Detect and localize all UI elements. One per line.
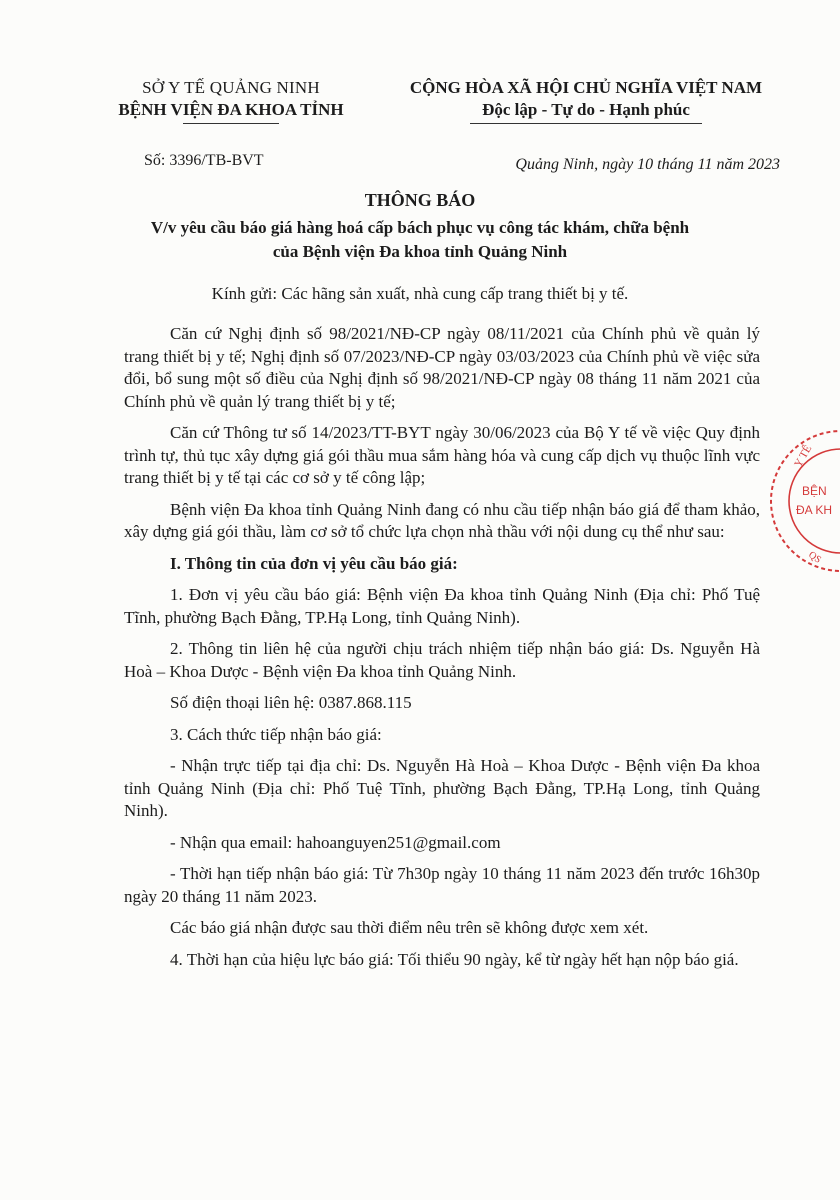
legal-basis-paragraph-1: Căn cứ Nghị định số 98/2021/NĐ-CP ngày 08/11/2021 của Chính phủ về quản lý trang thiết bị y tế; Nghị định số 07/2023/NĐ-CP ngày 03/03/2023 của Chính phủ về việc sửa đổi, bổ sung một số điều của Nghị định số 98/2021/NĐ-CP ngày 08 tháng 11 năm 2021 của Chính phủ về quản lý trang thiết bị y tế;	[124, 324, 760, 411]
legal-basis-paragraph-2: Căn cứ Thông tư số 14/2023/TT-BYT ngày 30/06/2023 của Bộ Y tế về việc Quy định trình tự, thủ tục xây dựng giá gói thầu mua sắm hàng hóa và cung cấp dịch vụ thuộc lĩnh vực trang thiết bị y tế tại các cơ sở y tế công lập;	[124, 423, 760, 487]
document-subject-line-2: của Bệnh viện Đa khoa tỉnh Quảng Ninh	[272, 242, 568, 261]
recipient-line: Kính gửi: Các hãng sản xuất, nhà cung cấp trang thiết bị y tế.	[211, 284, 629, 303]
purpose-paragraph: Bệnh viện Đa khoa tỉnh Quảng Ninh đang có nhu cầu tiếp nhận báo giá để tham khảo, xây dựng giá gói thầu, làm cơ sở tổ chức lựa chọn nhà thầu với nội dung cụ thể như sau:	[124, 499, 760, 541]
validity-item: 4. Thời hạn của hiệu lực báo giá: Tối thiểu 90 ngày, kể từ ngày hết hạn nộp báo giá.	[170, 949, 739, 969]
official-seal-stamp	[768, 428, 840, 574]
email-submission-bullet: - Nhận qua email: hahoanguyen251@gmail.com	[170, 832, 501, 852]
document-date: Quảng Ninh, ngày 10 tháng 11 năm 2023	[515, 156, 780, 173]
document-body	[124, 323, 760, 980]
issuer-underline	[183, 123, 279, 124]
national-motto: Độc lập - Tự do - Hạnh phúc	[482, 100, 690, 119]
national-header	[390, 78, 782, 124]
motto-underline	[470, 123, 702, 124]
stamp-text-line-1: BỆN	[802, 484, 827, 498]
submission-method-item: 3. Cách thức tiếp nhận báo giá:	[170, 724, 382, 744]
document-number: Số: 3396/TB-BVT	[144, 152, 264, 169]
direct-submission-bullet: - Nhận trực tiếp tại địa chỉ: Ds. Nguyễn Hà Hoà – Khoa Dược - Bệnh viện Đa khoa tỉnh Quảng Ninh (Địa chỉ: Phố Tuệ Tĩnh, phường Bạch Đằng, TP.Hạ Long, tỉnh Quảng Ninh).	[124, 756, 760, 820]
late-notice: Các báo giá nhận được sau thời điểm nêu trên sẽ không được xem xét.	[170, 918, 649, 937]
stamp-arc-top-text: Y TẾ	[792, 443, 815, 470]
stamp-text-line-2: ĐA KH	[796, 503, 833, 517]
stamp-arc-bottom-text: QS	[806, 549, 824, 566]
document-subject-line-1: V/v yêu cầu báo giá hàng hoá cấp bách phục vụ công tác khám, chữa bệnh	[150, 218, 690, 237]
national-title: CỘNG HÒA XÃ HỘI CHỦ NGHĨA VIỆT NAM	[409, 78, 763, 97]
issuer-department: SỞ Y TẾ QUẢNG NINH	[142, 78, 320, 97]
requesting-unit-item: 1. Đơn vị yêu cầu báo giá: Bệnh viện Đa khoa tỉnh Quảng Ninh (Địa chỉ: Phố Tuệ Tĩnh, phường Bạch Đằng, TP.Hạ Long, tỉnh Quảng Ninh).	[124, 585, 760, 627]
deadline-bullet: - Thời hạn tiếp nhận báo giá: Từ 7h30p ngày 10 tháng 11 năm 2023 đến trước 16h30p ngày 20 tháng 11 năm 2023.	[124, 864, 760, 906]
document-title: THÔNG BÁO	[364, 190, 476, 210]
contact-phone: Số điện thoại liên hệ: 0387.868.115	[170, 693, 412, 712]
issuer-hospital: BỆNH VIỆN ĐA KHOA TỈNH	[118, 100, 344, 119]
section-heading-1: I. Thông tin của đơn vị yêu cầu báo giá:	[170, 553, 458, 573]
contact-person-item: 2. Thông tin liên hệ của người chịu trách nhiệm tiếp nhận báo giá: Ds. Nguyễn Hà Hoà – Khoa Dược - Bệnh viện Đa khoa tỉnh Quảng Ninh.	[124, 639, 760, 681]
issuer-block	[96, 78, 366, 124]
